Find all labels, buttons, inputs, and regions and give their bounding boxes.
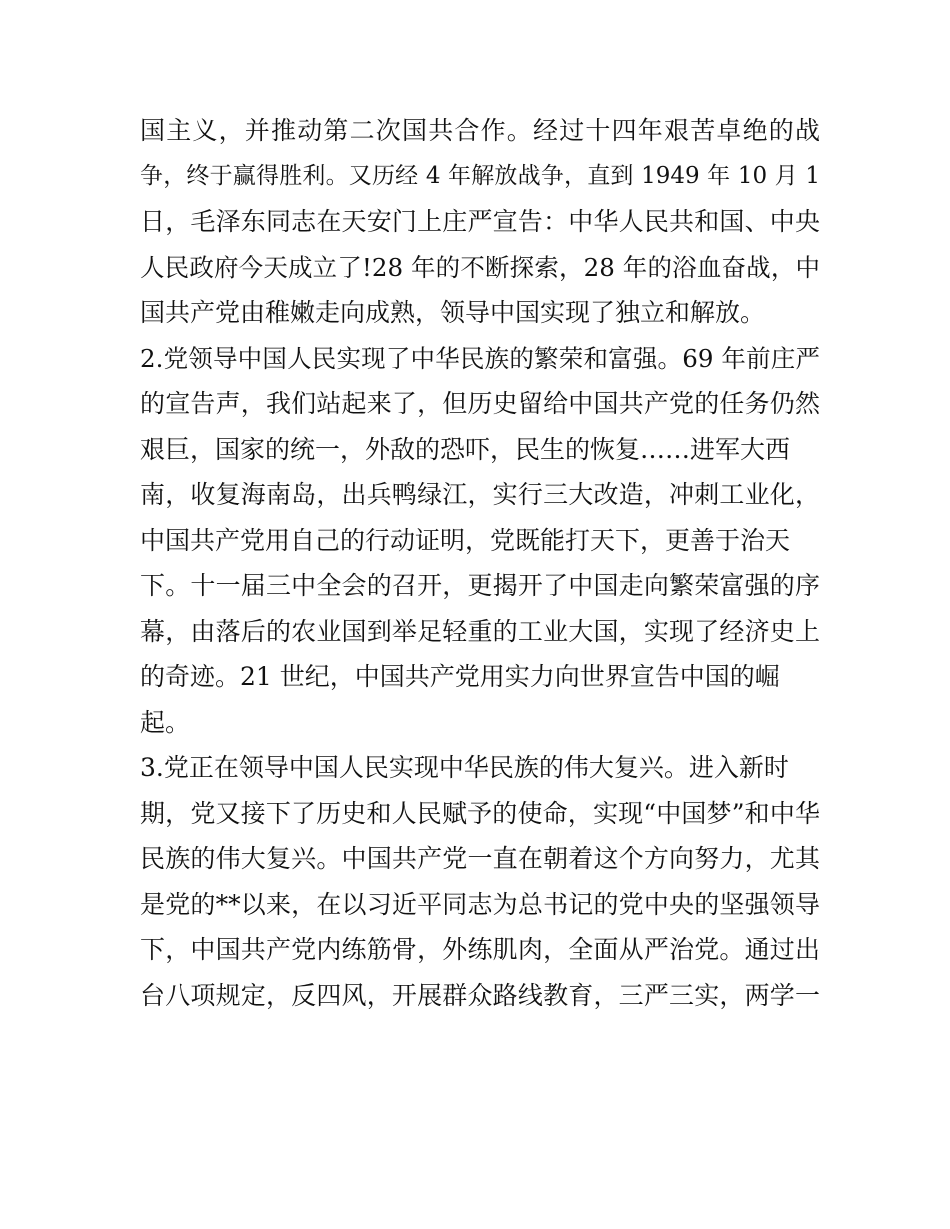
document-body-text (140, 108, 820, 1018)
text-line: 中国共产党用自己的行动证明，党既能打天下，更善于治天 (140, 525, 791, 555)
text-line: 起。 (140, 707, 191, 737)
text-line: 民族的伟大复兴。中国共产党一直在朝着这个方向努力，尤其 (140, 844, 820, 873)
text-line: 的奇迹。21 世纪，中国共产党用实力向世界宣告中国的崛 (140, 662, 780, 691)
text-line: 国共产党由稚嫩走向成熟，领导中国实现了独立和解放。 (140, 298, 766, 327)
text-line: 的宣告声，我们站起来了，但历史留给中国共产党的任务仍然 (140, 389, 820, 418)
text-line: 期，党又接下了历史和人民赋予的使命，实现“中国梦”和中华 (140, 798, 820, 828)
text-line: 争，终于赢得胜利。又历经 4 年解放战争，直到 1949 年 10 月 1 (140, 162, 820, 189)
text-line: 台八项规定，反四风，开展群众路线教育，三严三实，两学一 (140, 980, 820, 1010)
text-line: 人民政府今天成立了!28 年的不断探索，28 年的浴血奋战，中 (140, 252, 820, 282)
text-line: 下。十一届三中全会的召开，更揭开了中国走向繁荣富强的序 (140, 571, 820, 600)
text-line: 艰巨，国家的统一，外敌的恐吓，民生的恢复……进军大西 (140, 434, 791, 464)
text-line: 是党的**以来，在以习近平同志为总书记的党中央的坚强领导 (140, 889, 820, 919)
text-line: 下，中国共产党内练筋骨，外练肌肉，全面从严治党。通过出 (140, 935, 820, 964)
text-line: 日，毛泽东同志在天安门上庄严宣告：中华人民共和国、中央 (140, 207, 820, 236)
text-line: 南，收复海南岛，出兵鸭绿江，实行三大改造，冲刺工业化， (140, 480, 820, 509)
text-line: 幕，由落后的农业国到举足轻重的工业大国，实现了经济史上 (140, 616, 820, 646)
text-line: 国主义，并推动第二次国共合作。经过十四年艰苦卓绝的战 (140, 116, 820, 145)
text-line: 2.党领导中国人民实现了中华民族的繁荣和富强。69 年前庄严 (140, 343, 820, 373)
text-line: 3.党正在领导中国人民实现中华民族的伟大复兴。进入新时 (140, 753, 789, 782)
